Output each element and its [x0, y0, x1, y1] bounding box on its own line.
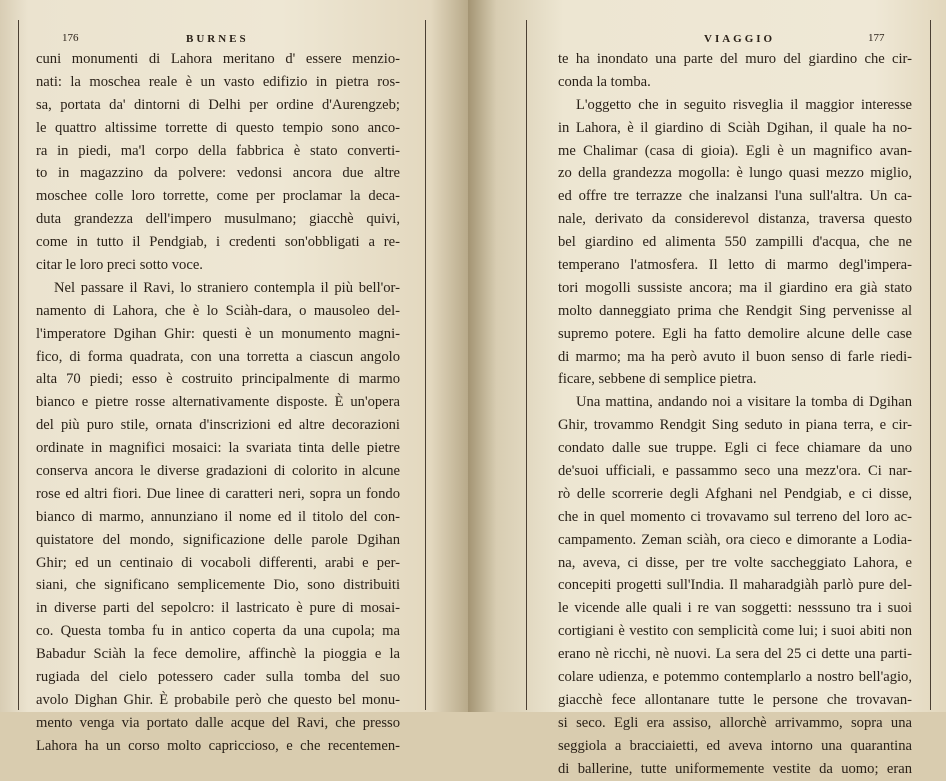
- text-line: giacchè fece allontanare tutte le persone che trovavan-: [558, 691, 912, 708]
- text-line: in Lahora, è il giardino di Sciàh Dgihan, il quale ha no-: [558, 119, 912, 136]
- text-line: to in magazzino da polvere: vedonsi ancora due altre: [36, 165, 400, 182]
- text-line: colare udienza, e potemmo contemplarlo a nostro bell'agio,: [558, 669, 912, 686]
- text-line: L'oggetto che in seguito risveglia il maggior interesse: [576, 96, 912, 113]
- text-line: Lahora ha un corso molto capriccioso, e che recentemen-: [36, 737, 400, 754]
- text-line: citar le loro preci sotto voce.: [36, 257, 203, 274]
- text-line: concepiti progetti sull'India. Il maharadgiàh parlò pure del-: [558, 577, 912, 594]
- text-line: l'imperatore Dgihan Ghir: questi è un monumento magni-: [36, 325, 400, 342]
- text-line: siani, che significano semplicemente Dio, sono distribuiti: [36, 577, 400, 594]
- text-line: nale, derivato da considerevol distanza, traversa questo: [558, 211, 912, 228]
- text-line: moschee colle loro torrette, come per proclamar la deca-: [36, 188, 400, 205]
- text-line: seggiola a bracciaietti, ed aveva intorno una quarantina: [558, 737, 912, 754]
- text-line: campamento. Zeman sciàh, ora cieco e dimorante a Lodia-: [558, 531, 912, 548]
- text-line: Una mattina, andando noi a visitare la tomba di Dgihan: [576, 394, 912, 411]
- text-line: co. Questa tomba fu in antico coperta da una cupola; ma: [36, 623, 400, 640]
- text-line: condato dalle sue truppe. Egli ci fece chiamare da uno: [558, 440, 912, 457]
- text-line: ficare, sebbene di semplice pietra.: [558, 371, 757, 388]
- text-line: cuni monumenti di Lahora meritano d' essere menzio-: [36, 51, 400, 67]
- text-line: supremo potere. Egli ha fatto demolire alcune delle case: [558, 325, 912, 342]
- text-line: rugiada del cielo potessero cader sulla tomba del suo: [36, 669, 400, 686]
- right-margin-rule: [930, 20, 931, 710]
- text-line: mento venga via portato dalle acque del Ravi, che presso: [36, 714, 400, 731]
- right-page-number: 177: [868, 32, 885, 44]
- text-line: come in tutto il Pendgiab, i credenti son'obbligati a re-: [36, 234, 400, 251]
- left-page-number: 176: [62, 32, 79, 44]
- text-line: zo della grandezza mogolla: è lungo quasi mezzo miglio,: [558, 165, 912, 182]
- text-line: duta grandezza dell'impero musulmano; giacchè quivi,: [36, 211, 400, 228]
- text-line: conserva ancora le diverse gradazioni di colorito in alcune: [36, 463, 400, 480]
- text-line: fico, di forma quadrata, con una torretta a ciascun angolo: [36, 348, 400, 365]
- text-line: na, aveva, ci disse, per tre volte saccheggiato Lahora, e: [558, 554, 912, 571]
- text-line: ordinate in magnifici mosaici: la svariata tinta delle pietre: [36, 440, 400, 457]
- text-line: namento di Lahora, che è lo Sciàh-dara, o mausoleo del-: [36, 302, 400, 319]
- text-line: de'suoi ufficiali, e passammo seco una mezz'ora. Ci nar-: [558, 463, 912, 480]
- text-line: Ghir; ed un centinaio di vocaboli differenti, arabi e per-: [36, 554, 400, 571]
- text-line: del più puro stile, ornata d'inscrizioni ed altre decorazioni: [36, 417, 400, 434]
- text-line: le vicende alle quali i re van soggetti: nesssuno tra i suoi: [558, 600, 912, 617]
- text-line: alta 70 piedi; esso è costruito principalmente di marmo: [36, 371, 400, 388]
- text-line: avolo Dighan Ghir. È probabile però che questo bel monu-: [36, 691, 400, 708]
- text-line: cortigiani è vestito con semplicità come lui; i suoi abiti non: [558, 623, 912, 640]
- text-line: me Chalimar (casa di gioia). Egli è un magnifico avan-: [558, 142, 912, 159]
- text-line: Babadur Sciàh la fece demolire, affinchè la pioggia e la: [36, 646, 400, 663]
- text-line: che in quel momento ci trovavamo sul terreno del loro ac-: [558, 508, 912, 525]
- left-margin-rule: [18, 20, 19, 710]
- text-line: si seco. Egli era assiso, allorchè arrivammo, sopra una: [558, 714, 912, 731]
- text-line: bel giardino ed alimenta 550 zampilli d'acqua, che ne: [558, 234, 912, 251]
- text-line: le quattro altissime torrette di questo tempio sono anco-: [36, 119, 400, 136]
- text-line: rose ed altri fiori. Due linee di caratteri neri, sopra un fondo: [36, 485, 400, 502]
- text-line: erano nè ricchi, nè nuovi. La sera del 25 ci dette una parti-: [558, 646, 912, 663]
- text-line: bianco di marmo, annunziano il nome ed il titolo del con-: [36, 508, 400, 525]
- text-line: te ha inondato una parte del muro del giardino che cir-: [558, 51, 912, 67]
- left-running-head: BURNES: [186, 33, 249, 45]
- text-line: Ghir, trovammo Rendgit Sing seduto in piana terra, e cir-: [558, 417, 912, 434]
- left-page: [0, 0, 468, 754]
- text-line: quistatore del mondo, significazione delle parole Dgihan: [36, 531, 400, 548]
- text-line: tori mogolli sussiste ancora; ma il giardino era già stato: [558, 279, 912, 296]
- text-line: ra in piedi, ma'l corpo della fabbrica è stato converti-: [36, 142, 400, 159]
- text-line: bianco e pietre rosse alternativamente disposte. È un'opera: [36, 394, 400, 411]
- right-page-text: [558, 48, 912, 781]
- text-line: sa, portata da' dintorni di Delhi per ordine d'Aurengzeb;: [36, 96, 400, 113]
- right-page: [468, 0, 946, 777]
- text-line: nati: la moschea reale è un vasto edifizio in pietra ros-: [36, 73, 400, 90]
- text-line: rò delle scorrerie degli Afghani nel Pendgiab, e ci disse,: [558, 485, 912, 502]
- text-line: conda la tomba.: [558, 73, 651, 90]
- left-gutter-rule: [425, 20, 426, 710]
- text-line: ed offre tre terrazze che inalzansi l'una sull'altra. Un ca-: [558, 188, 912, 205]
- text-line: di ballerine, tutte uniformemente vestite da uomo; eran: [558, 760, 912, 777]
- text-line: Nel passare il Ravi, lo straniero contempla il più bell'or-: [54, 279, 400, 296]
- text-line: di marmo; ma ha però avuto il buon senso di farle riedi-: [558, 348, 912, 365]
- text-line: molto danneggiato prima che Rendgit Sing pervenisse al: [558, 302, 912, 319]
- left-page-text: [36, 48, 400, 758]
- text-line: temperano l'atmosfera. Il letto di marmo degl'impera-: [558, 257, 912, 274]
- right-gutter-rule: [526, 20, 527, 710]
- right-running-head: VIAGGIO: [704, 33, 776, 45]
- text-line: in diverse parti del sepolcro: il lastricato è pure di mosai-: [36, 600, 400, 617]
